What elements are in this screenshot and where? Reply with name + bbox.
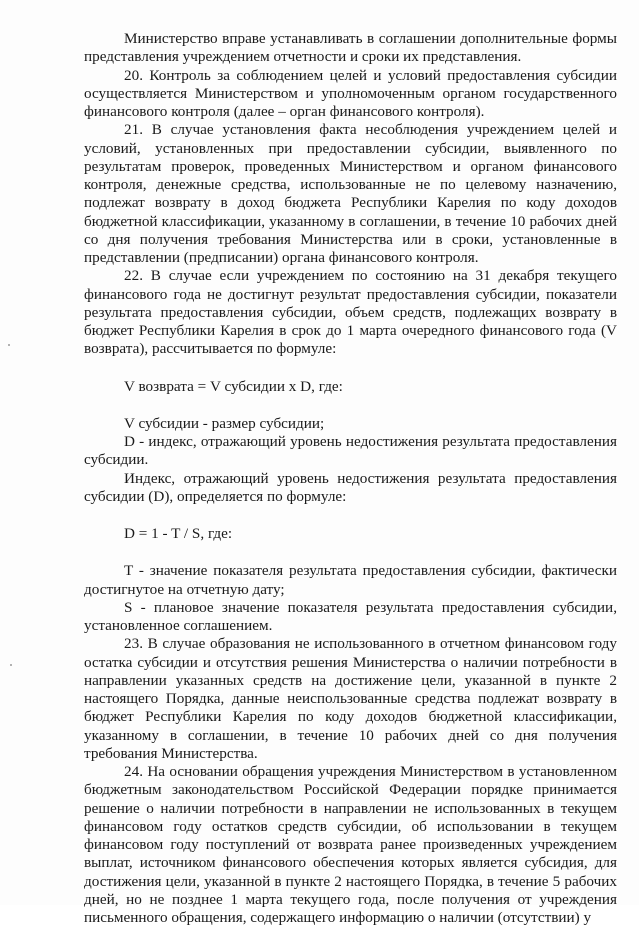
paragraph-21: 21. В случае установления факта несоблюдения учреждением целей и условий, установленных при предоставлении субсидии, выявленного по результатам проверок, проведенных Министерством и органом финансового контроля, денежные средства, использованные не по целевому назначению, подлежат возврату в доход бюджета Республики Карелия по коду доходов бюджетной классификации, указанному в соглашении, в течение 10 рабочих дней со дня получения требования Министерства или в сроки, установленные в представлении (предписании) органа финансового контроля. (84, 121, 617, 266)
definition-t: T - значение показателя результата предоставления субсидии, фактически достигнутое на отчетную дату; (84, 562, 617, 598)
definition-v-subsidy: V субсидии - размер субсидии; (124, 414, 325, 432)
definition-d-index: D - индекс, отражающий уровень недостижения результата предоставления субсидии. (84, 433, 617, 469)
paragraph-index: Индекс, отражающий уровень недостижения результата предоставления субсидии (D), определяется по формуле: (84, 469, 617, 505)
scan-speck (10, 664, 12, 666)
definition-s: S - плановое значение показателя результата предоставления субсидии, установленное соглашением. (84, 598, 617, 634)
paragraph-24: 24. На основании обращения учреждения Министерством в установленном бюджетным законодательством Российской Федерации порядке принимается решение о наличии потребности в направлении не использованных в текущем финансовом году остатков средств субсидии, об использовании в текущем финансовом году поступлений от возврата ранее произведенных учреждением выплат, источником финансового обеспечения которых является субсидия, для достижения цели, указанной в пункте 2 настоящего Порядка, в течение 5 рабочих дней, но не позднее 1 марта текущего года, после получения от учреждения письменного обращения, содержащего информацию о наличии (отсутствии) у (84, 763, 617, 926)
paragraph-23: 23. В случае образования не использованного в отчетном финансовом году остатка субсидии и отсутствия решения Министерства о наличии потребности в направлении указанных средств на достижение цели, указанной в пункте 2 настоящего Порядка, данные неиспользованные средства подлежат возврату в бюджет Республики Карелия по коду доходов бюджетной классификации, указанному в соглашении, в течение 10 рабочих дней со дня получения требования Министерства. (84, 635, 617, 762)
paragraph-22: 22. В случае если учреждением по состоянию на 31 декабря текущего финансового года не достигнут результат предоставления субсидии, показатели результата предоставления субсидии, объем средств, подлежащих возврату в бюджет Республики Карелия в срок до 1 марта очередного финансового года (V возврата), рассчитывается по формуле: (84, 267, 617, 358)
scan-speck (8, 344, 10, 346)
formula-v-return: V возврата = V субсидии x D, где: (124, 377, 343, 395)
document-body (84, 30, 617, 927)
paragraph-20: 20. Контроль за соблюдением целей и условий предоставления субсидии осуществляется Министерством и уполномоченным органом государственного финансового контроля (далее – орган финансового контроля). (84, 66, 617, 120)
paragraph-intro: Министерство вправе устанавливать в соглашении дополнительные формы представления учреждением отчетности и сроки их представления. (84, 30, 617, 66)
formula-d-index: D = 1 - T / S, где: (124, 525, 233, 542)
